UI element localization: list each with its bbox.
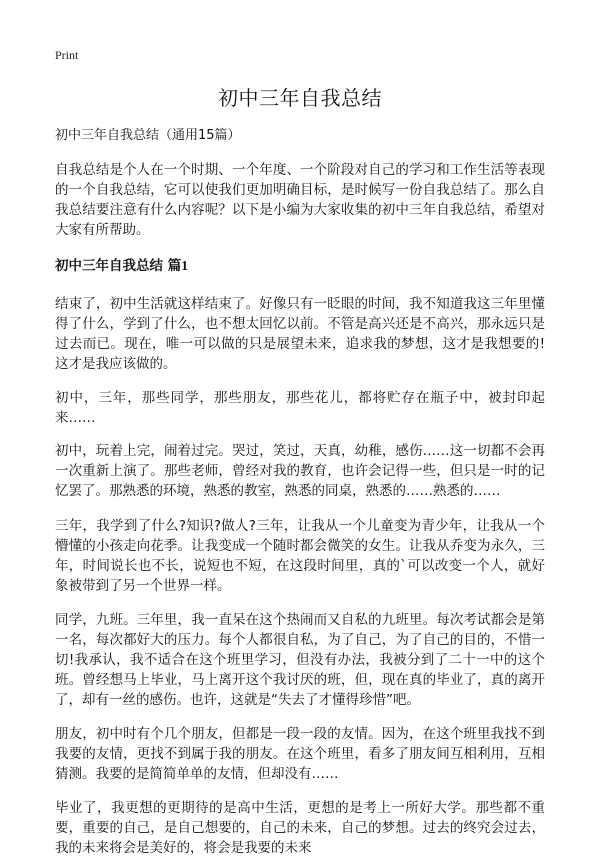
body-paragraph: 结束了，初中生活就这样结束了。好像只有一眨眼的时间，我不知道我这三年里懂得了什么，学到了什么，也不想太回忆以前。不管是高兴还是不高兴，那永远只是过去而已。现在，唯一可以做的只是展望未来，追求我的梦想，这才是我想要的!这才是我应该做的。	[55, 296, 545, 372]
body-paragraph: 同学，九班。三年里，我一直呆在这个热闹而又自私的九班里。每次考试都会是第一名，每次都好大的压力。每个人都很自私，为了自己，为了自己的目的，不惜一切!我承认，我不适合在这个班里学习，但没有办法，我被分到了二十一中的这个班。曾经想马上毕业，马上离开这个我讨厌的班，但，现在真的毕业了，真的离开了，却有一丝的感伤。也许，这就是“失去了才懂得珍惜”吧。	[55, 612, 545, 708]
body-paragraph: 毕业了，我更想的更期待的是高中生活，更想的是考上一所好大学。那些都不重要，重要的自己，是自己想要的，自己的未来，自己的梦想。过去的终究会过去，我的未来将会是美好的，将会是我要的未来	[55, 800, 545, 856]
intro-paragraph: 自我总结是个人在一个时期、一个年度、一个阶段对自己的学习和工作生活等表现的一个自我总结，它可以使我们更加明确目标，是时候写一份自我总结了。那么自我总结要注意有什么内容呢？以下是小编为大家收集的初中三年自我总结，希望对大家有所帮助。	[55, 162, 545, 238]
body-paragraph: 初中，三年，那些同学，那些朋友，那些花儿，都将贮存在瓶子中，被封印起来……	[55, 390, 545, 426]
print-link[interactable]: Print	[55, 48, 79, 62]
body-paragraph: 三年，我学到了什么?知识?做人?三年，让我从一个儿童变为青少年，让我从一个懵懂的小孩走向花季。让我变成一个随时都会微笑的女生。让我从乔变为永久，三年，时间说长也不长，说短也不短，在这段时间里，真的`可以改变一个人，就好象被带到了另一个世界一样。	[55, 518, 545, 594]
body-paragraph: 朋友，初中时有个几个朋友，但都是一段一段的友情。因为，在这个班里我找不到我要的友情，更找不到属于我的朋友。在这个班里，看多了朋友间互相利用，互相猜测。我要的是简简单单的友情，但却没有……	[55, 726, 545, 782]
section-heading-number: 1	[181, 258, 188, 273]
document-subtitle: 初中三年自我总结（通用15篇）	[55, 128, 241, 143]
section-heading	[55, 257, 545, 275]
section-heading-text: 初中三年自我总结 篇	[55, 258, 182, 274]
body-paragraph: 初中，玩着上完，闹着过完。哭过，笑过，天真，幼稚，感伤……这一切都不会再一次重新上演了。那些老师，曾经对我的教育，也许会记得一些，但只是一时的记忆罢了。那熟悉的环境，熟悉的教室，熟悉的同桌，熟悉的……熟悉的……	[55, 443, 545, 499]
document-title: 初中三年自我总结	[218, 86, 382, 110]
